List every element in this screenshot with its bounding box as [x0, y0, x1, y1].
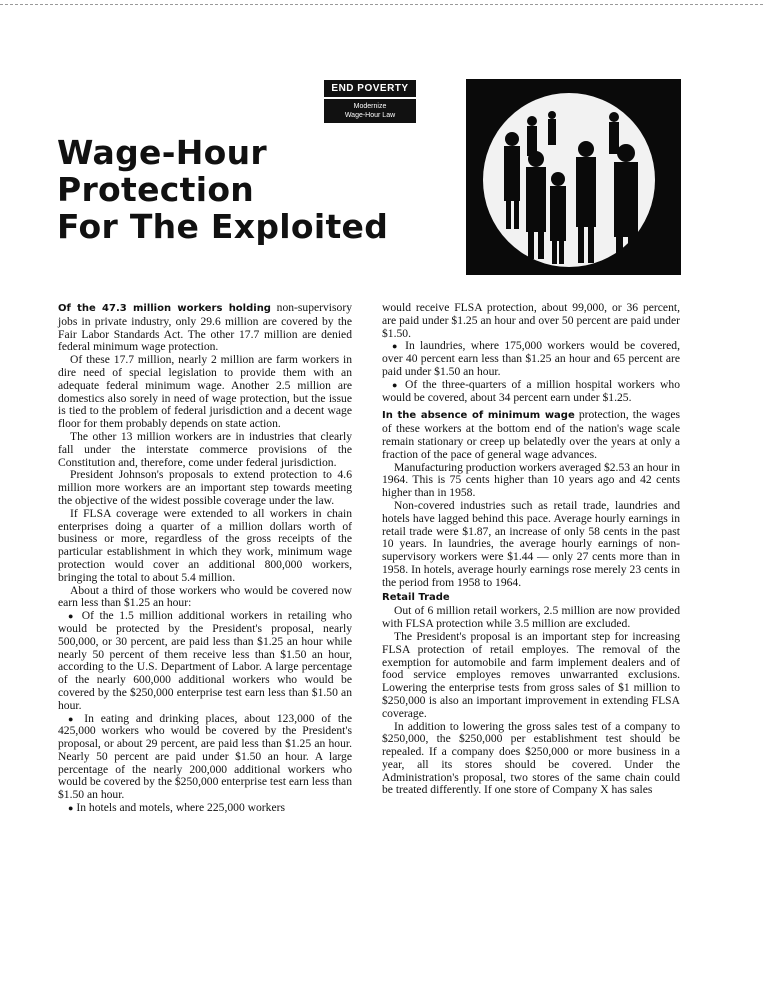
paragraph: Manufacturing production workers averaged $2.53 an hour in 1964. This is 75 cents higher than 10 years ago and 42 cents higher than in 1958.: [382, 460, 680, 500]
paragraph: In the absence of minimum wage protection, the wages of these workers at the bottom end of the nation's wage scale remain stationary or creep up belatedly over the years at only a fraction of the pace of general wage advances.: [382, 408, 680, 461]
bullet-item: ● In eating and drinking places, about 123,000 of the 425,000 workers who would be covered by the President's proposal, or about 29 percent, are paid less than $1.25 an hour. Nearly 50 percent are paid under $1.50 an hour. A large percentage of the nearly 200,000 additional workers who would be covered by the $250,000 enterprise test earn less than $1.50 an hour.: [58, 711, 353, 802]
bullet-icon: ●: [392, 379, 400, 390]
title-line-1: Wage-Hour: [57, 133, 267, 172]
paragraph: In addition to lowering the gross sales test of a company to $250,000, the $250,000 per establishment test should be repealed. If a company does $250,000 or more business in a year, all its stores should be covered. Under the Administration's proposal, two stores of the same chain could be treated differently. If one store of Company X has sales: [382, 719, 680, 797]
title-line-3: For The Exploited: [57, 207, 389, 246]
photo-graphic: [466, 79, 681, 275]
paragraph: President Johnson's proposals to extend protection to 4.6 million more workers are an important step towards meeting the objective of the widest possible coverage under the law.: [58, 468, 352, 507]
paragraph: The President's proposal is an important step for increasing FLSA protection of retail employes. The removal of the exemption for automobile and farm implement dealers and of food service employes removes unwarranted exclusions. Lowering the enterprise tests from gross sales of $1 million to $250,000 is also an important improvement in extending FLSA coverage.: [382, 629, 680, 720]
badge-line-modernize: Modernize: [353, 103, 387, 110]
series-badge: [324, 80, 416, 123]
bullet-icon: ●: [68, 713, 78, 724]
silhouette-figures-image: [466, 79, 681, 275]
article-title: [57, 134, 388, 245]
paragraph: If FLSA coverage were extended to all workers in chain enterprises doing a quarter of a million dollars worth of business or more, regardless of the gross receipts of the particular establishment in which they work, minimum wage protection would cover an additional 800,000 workers, bringing the total to about 5.4 million.: [58, 506, 352, 584]
page-top-border: [0, 4, 763, 5]
bullet-icon: ●: [68, 611, 77, 622]
bullet-icon: ●: [392, 341, 400, 352]
bullet-icon: ●: [68, 803, 74, 814]
badge-line-wage-hour-law: Wage-Hour Law: [344, 112, 396, 119]
bullet-item: ● Of the three-quarters of a million hospital workers who would be covered, about 34 percent earn under $1.25.: [382, 377, 681, 404]
paragraph: Of the 47.3 million workers holding non-supervisory jobs in private industry, only 29.6 million are covered by the Fair Labor Standards Act. The other 17.7 million are denied federal minimum wage protection.: [58, 301, 352, 354]
paragraph: Out of 6 million retail workers, 2.5 million are now provided with FLSA protection while 3.5 million are excluded.: [382, 604, 680, 631]
badge-subtitle: [324, 99, 416, 123]
lead-in: In the absence of minimum wage: [382, 410, 575, 422]
paragraph: Of these 17.7 million, nearly 2 million are farm workers in dire need of special legislation to provide them with an adequate federal minimum wage. Another 2.5 million are domestics also sorely in need of wage protection, but the issue is tied to the problem of federal jurisdiction and a decent wage floor for them probably depends on state action.: [58, 353, 352, 431]
text-column-left: [58, 302, 352, 815]
section-subheading: Retail Trade: [382, 591, 450, 603]
lead-in: Of the 47.3 million workers holding: [58, 303, 271, 314]
title-line-2: Protection: [57, 170, 255, 209]
text-column-right: [382, 302, 680, 797]
paragraph: Non-covered industries such as retail trade, laundries and hotels have lagged behind this pace. Average hourly earnings in retail trade were $1.87, an increase of only 58 cents in the past 10 years. In laundries, the average hourly earnings of non-supervisory workers were $1.44 — only 27 cents more than in 1958. In hotels, average hourly earnings rose merely 23 cents in the period from 1958 to 1964.: [382, 498, 680, 589]
paragraph: About a third of those workers who would be covered now earn less than $1.25 an hour:: [58, 583, 352, 610]
paragraph: would receive FLSA protection, about 99,000, or 36 percent, are paid under $1.25 an hour and over 50 percent are paid under $1.50.: [382, 301, 680, 340]
bullet-item: ● Of the 1.5 million additional workers in retailing who would be protected by the President's proposal, nearly 500,000, or 30 percent, are paid less than $1.25 an hour while nearly 50 percent of them receive less than $1.50 an hour, according to the U.S. Department of Labor. A large percentage of the nearly 600,000 additional workers who would be covered by the $250,000 enterprise test earn less than $1.50 an hour.: [58, 609, 353, 712]
bullet-item: ● In laundries, where 175,000 workers would be covered, over 40 percent earn less than $1.25 an hour and 65 percent are paid under $1.50 an hour.: [382, 339, 680, 378]
bullet-item: ● In hotels and motels, where 225,000 workers: [68, 801, 285, 815]
badge-end-poverty: END POVERTY: [324, 80, 416, 97]
paragraph: The other 13 million workers are in industries that clearly fall under the interstate commerce provisions of the Constitution and, therefore, come under federal jurisdiction.: [58, 429, 352, 469]
